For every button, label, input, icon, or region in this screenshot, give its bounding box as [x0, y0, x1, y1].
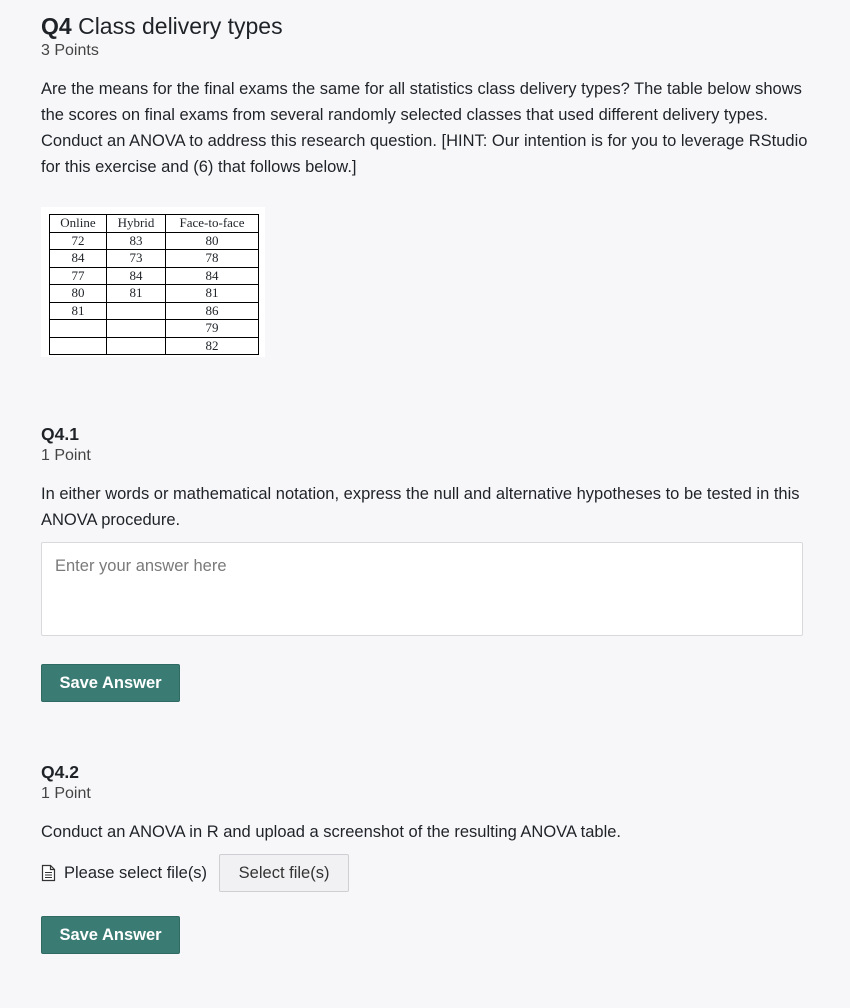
- table-cell: 72: [50, 232, 107, 250]
- scores-table-image: [41, 207, 265, 357]
- table-cell: 84: [166, 267, 259, 285]
- column-header-face-to-face: Face-to-face: [166, 215, 259, 233]
- table-row: [50, 267, 259, 285]
- table-cell: 78: [166, 250, 259, 268]
- table-cell: 81: [50, 302, 107, 320]
- table-cell: 81: [107, 285, 166, 303]
- q4-1-answer-input[interactable]: [41, 542, 803, 636]
- table-cell: 79: [166, 320, 259, 338]
- table-cell: 82: [166, 337, 259, 355]
- table-cell: 84: [50, 250, 107, 268]
- question-points: 3 Points: [41, 42, 99, 59]
- table-cell: [107, 320, 166, 338]
- q4-2-points: 1 Point: [41, 785, 91, 802]
- table-row: [50, 337, 259, 355]
- file-upload-row: [41, 854, 349, 892]
- table-cell: 83: [107, 232, 166, 250]
- scores-table: [49, 214, 259, 355]
- question-title: [41, 11, 283, 41]
- q4-2-prompt: Conduct an ANOVA in R and upload a screenshot of the resulting ANOVA table.: [41, 823, 621, 841]
- q4-1-prompt: In either words or mathematical notation, express the null and alternative hypotheses to be tested in this ANOVA procedure.: [41, 485, 800, 529]
- table-cell: 81: [166, 285, 259, 303]
- select-files-button[interactable]: Select file(s): [219, 854, 349, 892]
- q4-1-points: 1 Point: [41, 447, 91, 464]
- table-cell: 77: [50, 267, 107, 285]
- question-title-text: Class delivery types: [78, 13, 283, 39]
- table-cell: 80: [50, 285, 107, 303]
- table-row: [50, 302, 259, 320]
- table-row: [50, 232, 259, 250]
- file-upload-label: Please select file(s): [64, 863, 208, 882]
- q4-2-title: Q4.2: [41, 762, 79, 782]
- table-cell: 86: [166, 302, 259, 320]
- q4-1-title: Q4.1: [41, 424, 79, 444]
- question-prompt: Are the means for the final exams the same for all statistics class delivery types? The table below shows the scores on final exams from several randomly selected classes that used different delivery types. Conduct an ANOVA to address this research question. [HINT: Our intention is for you to leverage RStudio for this exercise and (6) that follows below.]: [41, 80, 808, 176]
- table-cell: 80: [166, 232, 259, 250]
- question-number: Q4: [41, 13, 72, 39]
- q4-1-save-button[interactable]: Save Answer: [41, 664, 180, 702]
- document-icon: [41, 864, 56, 882]
- table-cell: 84: [107, 267, 166, 285]
- table-header-row: [50, 215, 259, 233]
- q4-2-save-button[interactable]: Save Answer: [41, 916, 180, 954]
- table-row: [50, 285, 259, 303]
- table-cell: [107, 337, 166, 355]
- table-row: [50, 250, 259, 268]
- column-header-online: Online: [50, 215, 107, 233]
- table-cell: [50, 337, 107, 355]
- table-cell: [107, 302, 166, 320]
- table-cell: [50, 320, 107, 338]
- column-header-hybrid: Hybrid: [107, 215, 166, 233]
- table-cell: 73: [107, 250, 166, 268]
- table-row: [50, 320, 259, 338]
